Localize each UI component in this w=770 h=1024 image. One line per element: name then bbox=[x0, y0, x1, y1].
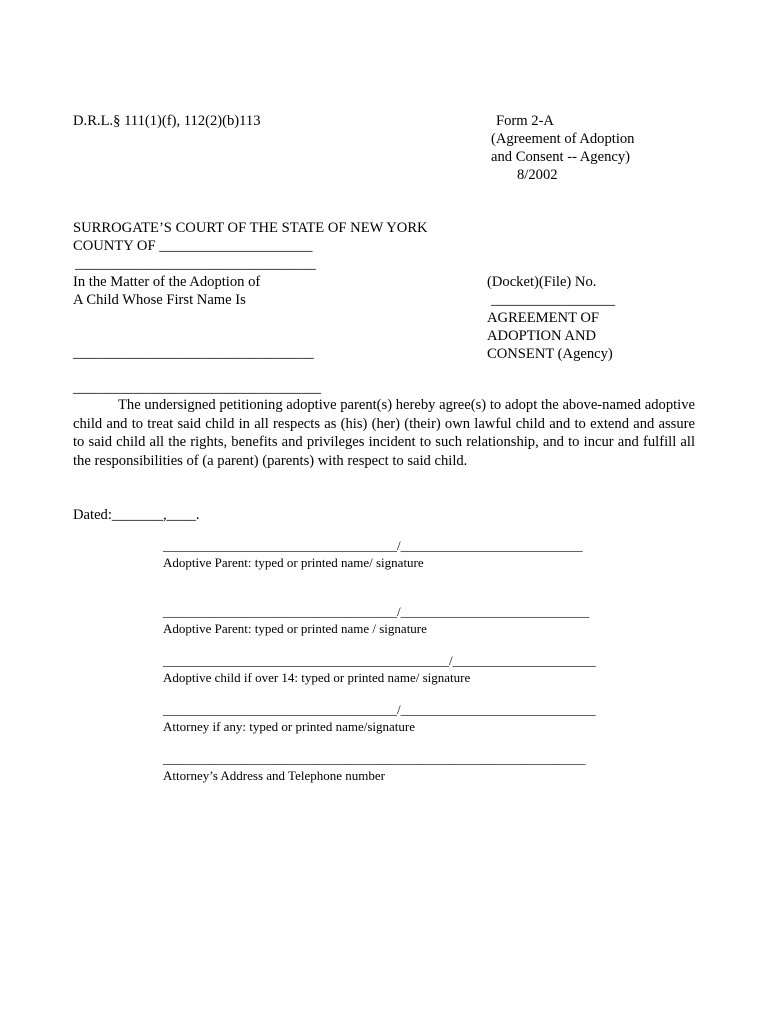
matter-line-1: In the Matter of the Adoption of bbox=[73, 274, 261, 290]
docket-label: (Docket)(File) No. bbox=[487, 274, 597, 290]
form-date: 8/2002 bbox=[517, 167, 558, 183]
adoptive-parent-1-signature-label: Adoptive Parent: typed or printed name/ signature bbox=[163, 555, 424, 570]
caption-bottom-rule: __________________________________ bbox=[73, 380, 322, 396]
adoptive-parent-1-signature-line[interactable]: ____________________________________/____________________________ bbox=[163, 538, 583, 553]
document-title-line-1: AGREEMENT OF bbox=[487, 310, 600, 326]
statute-reference: D.R.L.§ 111(1)(f), 112(2)(b)113 bbox=[73, 113, 261, 129]
adoptive-child-signature-line[interactable]: ____________________________________________/______________________ bbox=[163, 653, 596, 668]
document-title-line-3: CONSENT (Agency) bbox=[487, 346, 613, 362]
county-field[interactable]: COUNTY OF _____________________ bbox=[73, 238, 313, 254]
caption-top-rule: _________________________________ bbox=[75, 256, 316, 272]
adoptive-parent-2-signature-line[interactable]: ____________________________________/_____________________________ bbox=[163, 604, 590, 619]
attorney-address-label: Attorney’s Address and Telephone number bbox=[163, 768, 385, 783]
attorney-signature-label: Attorney if any: typed or printed name/signature bbox=[163, 719, 415, 734]
attorney-address-line[interactable]: _________________________________________________________________ bbox=[163, 751, 586, 766]
docket-number-field[interactable]: _________________ bbox=[491, 292, 616, 308]
attorney-signature-line[interactable]: ____________________________________/______________________________ bbox=[163, 702, 596, 717]
adoptive-parent-2-signature-label: Adoptive Parent: typed or printed name / signature bbox=[163, 621, 427, 636]
child-name-field[interactable]: _________________________________ bbox=[73, 345, 314, 361]
form-title-line-1: (Agreement of Adoption bbox=[491, 131, 635, 147]
adoptive-child-signature-label: Adoptive child if over 14: typed or printed name/ signature bbox=[163, 670, 471, 685]
dated-field[interactable]: Dated:_______,____. bbox=[73, 507, 200, 523]
form-number: Form 2-A bbox=[496, 113, 554, 129]
matter-line-2: A Child Whose First Name Is bbox=[73, 292, 246, 308]
agreement-paragraph: The undersigned petitioning adoptive parent(s) hereby agree(s) to adopt the above-named adoptive child and to treat said child in all respects as (his) (her) (their) own lawful child and to extend and assure to said child all the rights, benefits and privileges incident to such relationship, and to incur and fulfill all the responsibilities of (a parent) (parents) with respect to said child. bbox=[73, 397, 695, 469]
court-name: SURROGATE’S COURT OF THE STATE OF NEW YORK bbox=[73, 220, 428, 236]
form-title-line-2: and Consent -- Agency) bbox=[491, 149, 631, 165]
document-title-line-2: ADOPTION AND bbox=[487, 328, 597, 344]
